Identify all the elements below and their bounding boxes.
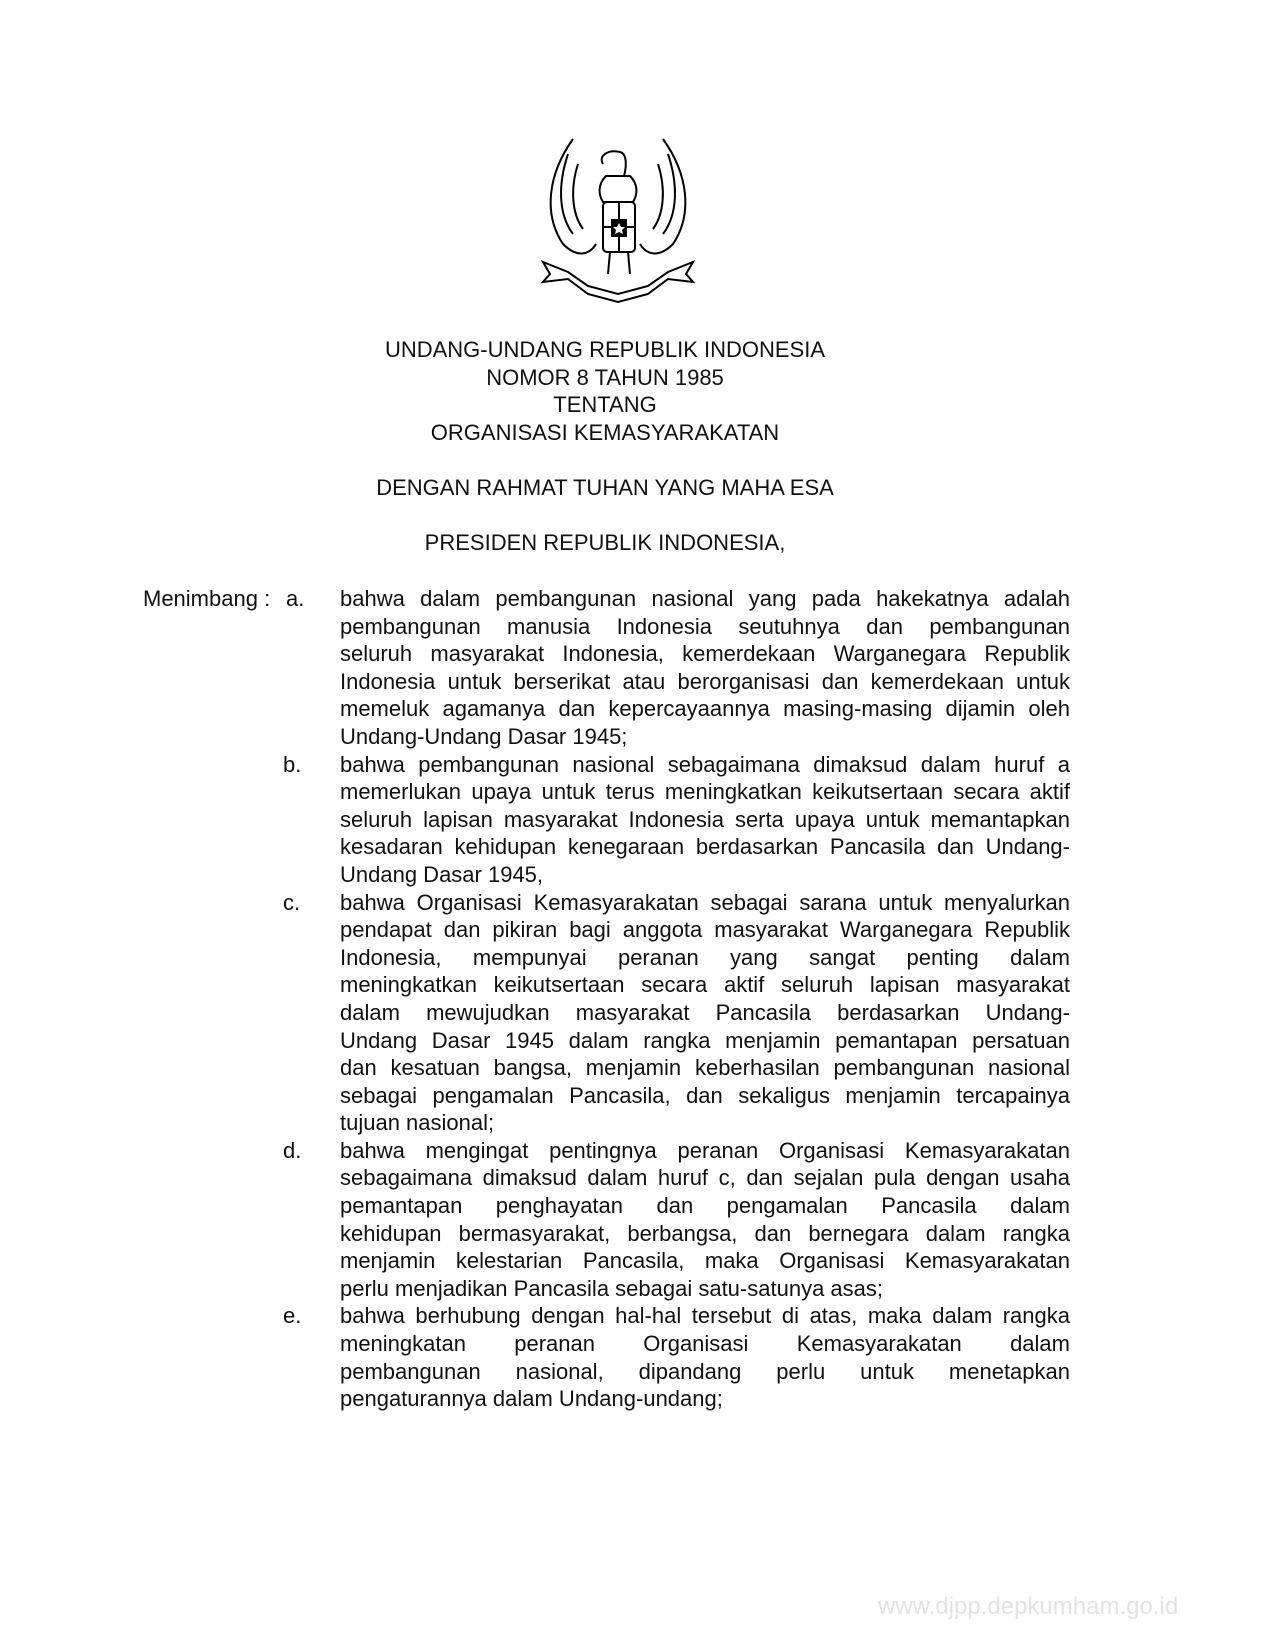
item-letter: b.	[283, 751, 302, 777]
item-letter: c.	[283, 889, 301, 915]
text-line: bahwa berhubung dengan hal-hal tersebut di atas, maka dalam rangka	[340, 1303, 1070, 1329]
garuda-emblem-icon	[528, 134, 708, 306]
text-line: sebagai pengamalan Pancasila, dan sekaligus menjamin tercapainya	[340, 1082, 1070, 1108]
text-line: bahwa mengingat pentingnya peranan Organisasi Kemasyarakatan	[340, 1137, 1070, 1163]
text-line: dalam mewujudkan masyarakat Pancasila berdasarkan Undang-	[340, 999, 1070, 1025]
text-line: sebagaimana dimaksud dalam huruf c, dan sejalan pula dengan usaha	[340, 1165, 1070, 1191]
text-line: menjamin kelestarian Pancasila, maka Organisasi Kemasyarakatan	[340, 1248, 1070, 1274]
text-line: kesadaran kehidupan kenegaraan berdasarkan Pancasila dan Undang-	[340, 834, 1070, 860]
text-line: pemantapan penghayatan dan pengamalan Pancasila dalam	[340, 1193, 1070, 1219]
item-text	[340, 585, 1070, 751]
text-line: seluruh lapisan masyarakat Indonesia serta upaya untuk memantapkan	[340, 806, 1070, 832]
text-line: Undang Dasar 1945 dalam rangka menjamin pemantapan persatuan	[340, 1027, 1070, 1053]
text-line: pembangunan nasional, dipandang perlu untuk menetapkan	[340, 1358, 1070, 1384]
consideration-item	[0, 751, 1275, 889]
consideration-item	[0, 585, 1275, 751]
text-line: Undang Dasar 1945,	[340, 861, 544, 887]
title-line-4: ORGANISASI KEMASYARAKATAN	[430, 419, 780, 445]
consideration-item	[0, 1137, 1275, 1303]
text-line: kehidupan bermasyarakat, berbangsa, dan bernegara dalam rangka	[340, 1220, 1070, 1246]
title-line-3: TENTANG	[553, 392, 657, 418]
considerations-section	[0, 585, 1275, 1413]
authority: PRESIDEN REPUBLIK INDONESIA,	[424, 530, 786, 555]
consideration-item	[0, 889, 1275, 1137]
text-line: bahwa Organisasi Kemasyarakatan sebagai sarana untuk menyalurkan	[340, 889, 1070, 915]
item-text	[340, 1137, 1070, 1303]
watermark: www.djpp.depkumham.go.id	[878, 1593, 1179, 1620]
text-line: Indonesia untuk berserikat atau berorganisasi dan kemerdekaan untuk	[340, 668, 1070, 694]
item-letter: e.	[283, 1303, 302, 1329]
item-letter: a.	[286, 586, 305, 611]
text-line: bahwa dalam pembangunan nasional yang pada hakekatnya adalah	[340, 586, 1070, 611]
item-letter: d.	[283, 1137, 302, 1163]
text-line: perlu menjadikan Pancasila sebagai satu-satunya asas;	[340, 1275, 883, 1301]
text-line: dan kesatuan bangsa, menjamin keberhasilan pembangunan nasional	[340, 1055, 1070, 1081]
considering-label: Menimbang :	[143, 586, 271, 611]
title-line-1: UNDANG-UNDANG REPUBLIK INDONESIA	[384, 337, 826, 362]
consideration-item	[0, 1302, 1275, 1412]
item-text	[340, 1302, 1070, 1412]
text-line: Indonesia, mempunyai peranan yang sangat penting dalam	[340, 944, 1070, 970]
text-line: pembangunan manusia Indonesia seutuhnya dan pembangunan	[340, 613, 1070, 639]
text-line: meningkatkan keikutsertaan secara aktif seluruh lapisan masyarakat	[340, 972, 1070, 998]
text-line: memeluk agamanya dan kepercayaannya masing-masing dijamin oleh	[340, 696, 1070, 722]
invocation: DENGAN RAHMAT TUHAN YANG MAHA ESA	[376, 475, 834, 500]
text-line: pengaturannya dalam Undang-undang;	[340, 1386, 723, 1412]
text-line: bahwa pembangunan nasional sebagaimana dimaksud dalam huruf a	[340, 751, 1070, 777]
item-text	[340, 751, 1070, 889]
text-line: seluruh masyarakat Indonesia, kemerdekaan Warganegara Republik	[340, 641, 1070, 667]
text-line: tujuan nasional;	[340, 1110, 495, 1136]
text-line: pendapat dan pikiran bagi anggota masyarakat Warganegara Republik	[340, 917, 1070, 943]
item-text	[340, 889, 1070, 1137]
text-line: Undang-Undang Dasar 1945;	[340, 723, 628, 749]
title-line-2: NOMOR 8 TAHUN 1985	[486, 364, 724, 390]
text-line: memerlukan upaya untuk terus meningkatkan keikutsertaan secara aktif	[340, 779, 1070, 805]
text-line: meningkatan peranan Organisasi Kemasyarakatan dalam	[340, 1331, 1070, 1357]
